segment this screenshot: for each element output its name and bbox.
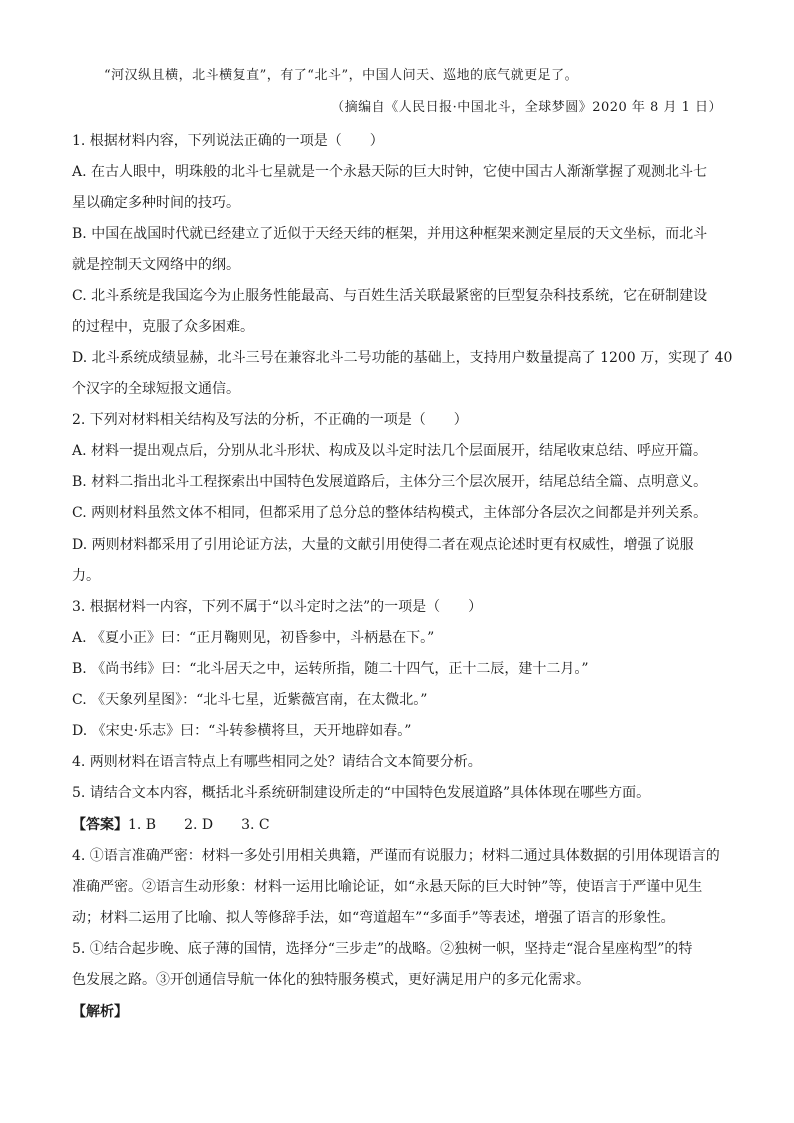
q1-option-a-line2: 星以确定多种时间的技巧。 (72, 195, 240, 211)
q3-option-d: D. 《宋史·乐志》曰：“斗转参横将旦，天开地辟如春。” (72, 723, 412, 739)
q1-option-a-line1: A. 在古人眼中，明珠般的北斗七星就是一个永悬天际的巨大时钟，它使中国古人渐渐掌握了观测北斗七 (72, 164, 708, 180)
q1-option-b-line2: 就是控制天文网络中的纲。 (72, 257, 240, 273)
answer-mc: 1. B 2. D 3. C (128, 817, 270, 833)
q2-option-a: A. 材料一提出观点后，分别从北斗形状、构成及以斗定时法几个层面展开，结尾收束总结、呼应开篇。 (72, 443, 708, 459)
q2-option-c: C. 两则材料虽然文体不相同，但都采用了总分总的整体结构模式，主体部分各层次之间都是并列关系。 (72, 505, 708, 521)
q1-option-d-line1: D. 北斗系统成绩显赫，北斗三号在兼容北斗二号功能的基础上，支持用户数量提高了 1200 万，实现了 40 (72, 350, 733, 366)
q3-stem: 3. 根据材料一内容，下列不属于“以斗定时之法”的一项是（ ） (72, 599, 483, 615)
q5-stem: 5. 请结合文本内容，概括北斗系统研制建设所走的“中国特色发展道路”具体体现在哪些方面。 (72, 785, 651, 801)
answer-4-line3: 动；材料二运用了比喻、拟人等修辞手法，如“弯道超车”“多面手”等表述，增强了语言的形象性。 (72, 910, 675, 926)
answer-5-line2: 色发展之路。③开创通信导航一体化的独特服务模式，更好满足用户的多元化需求。 (72, 972, 590, 988)
answer-label: 【答案】 (72, 817, 128, 833)
answer-4-line1: 4. ①语言准确严密：材料一多处引用相关典籍，严谨而有说服力；材料二通过具体数据的引用体现语言的 (72, 848, 720, 864)
q1-option-c-line1: C. 北斗系统是我国迄今为止服务性能最高、与百姓生活关联最紧密的巨型复杂科技系统，它在研制建设 (72, 288, 708, 304)
q1-option-b-line1: B. 中国在战国时代就已经建立了近似于天经天纬的框架，并用这种框架来测定星辰的天文坐标，而北斗 (72, 226, 708, 242)
q4-stem: 4. 两则材料在语言特点上有哪些相同之处？请结合文本简要分析。 (72, 754, 482, 770)
q2-option-d-line2: 力。 (72, 568, 100, 584)
q2-stem: 2. 下列对材料相关结构及写法的分析，不正确的一项是（ ） (72, 412, 468, 428)
quote-source: （摘编自《人民日报·中国北斗，全球梦圆》2020 年 8 月 1 日） (331, 100, 722, 115)
q1-option-c-line2: 的过程中，克服了众多困难。 (72, 319, 254, 335)
answer-4-line2: 准确严密。②语言生动形象：材料一运用比喻论证，如“永悬天际的巨大时钟”等，使语言于严谨中见生 (72, 879, 703, 895)
q3-option-a: A. 《夏小正》曰：“正月鞠则见，初昏参中，斗柄悬在下。” (72, 630, 435, 646)
q2-option-b: B. 材料二指出北斗工程探索出中国特色发展道路后，主体分三个层次展开，结尾总结全篇、点明意义。 (72, 474, 708, 490)
analysis-label: 【解析】 (72, 1004, 128, 1020)
q3-option-b: B. 《尚书纬》曰：“北斗居天之中，运转所指，随二十四气，正十二辰，建十二月。” (72, 661, 589, 677)
answer-5-line1: 5. ①结合起步晚、底子薄的国情，选择分“三步走”的战略。②独树一帜，坚持走“混合星座构型”的特 (72, 941, 693, 957)
quote-line: “河汉纵且横，北斗横复直”，有了“北斗”，中国人问天、巡地的底气就更足了。 (104, 68, 579, 83)
q2-option-d-line1: D. 两则材料都采用了引用论证方法，大量的文献引用使得二者在观点论述时更有权威性，增强了说服 (72, 537, 694, 553)
q1-option-d-line2: 个汉字的全球短报文通信。 (72, 381, 240, 397)
q3-option-c: C. 《天象列星图》：“北斗七星，近紫薇宫南，在太微北。” (72, 692, 428, 708)
answer-row (72, 815, 734, 835)
q1-stem: 1. 根据材料内容，下列说法正确的一项是（ ） (72, 133, 384, 149)
